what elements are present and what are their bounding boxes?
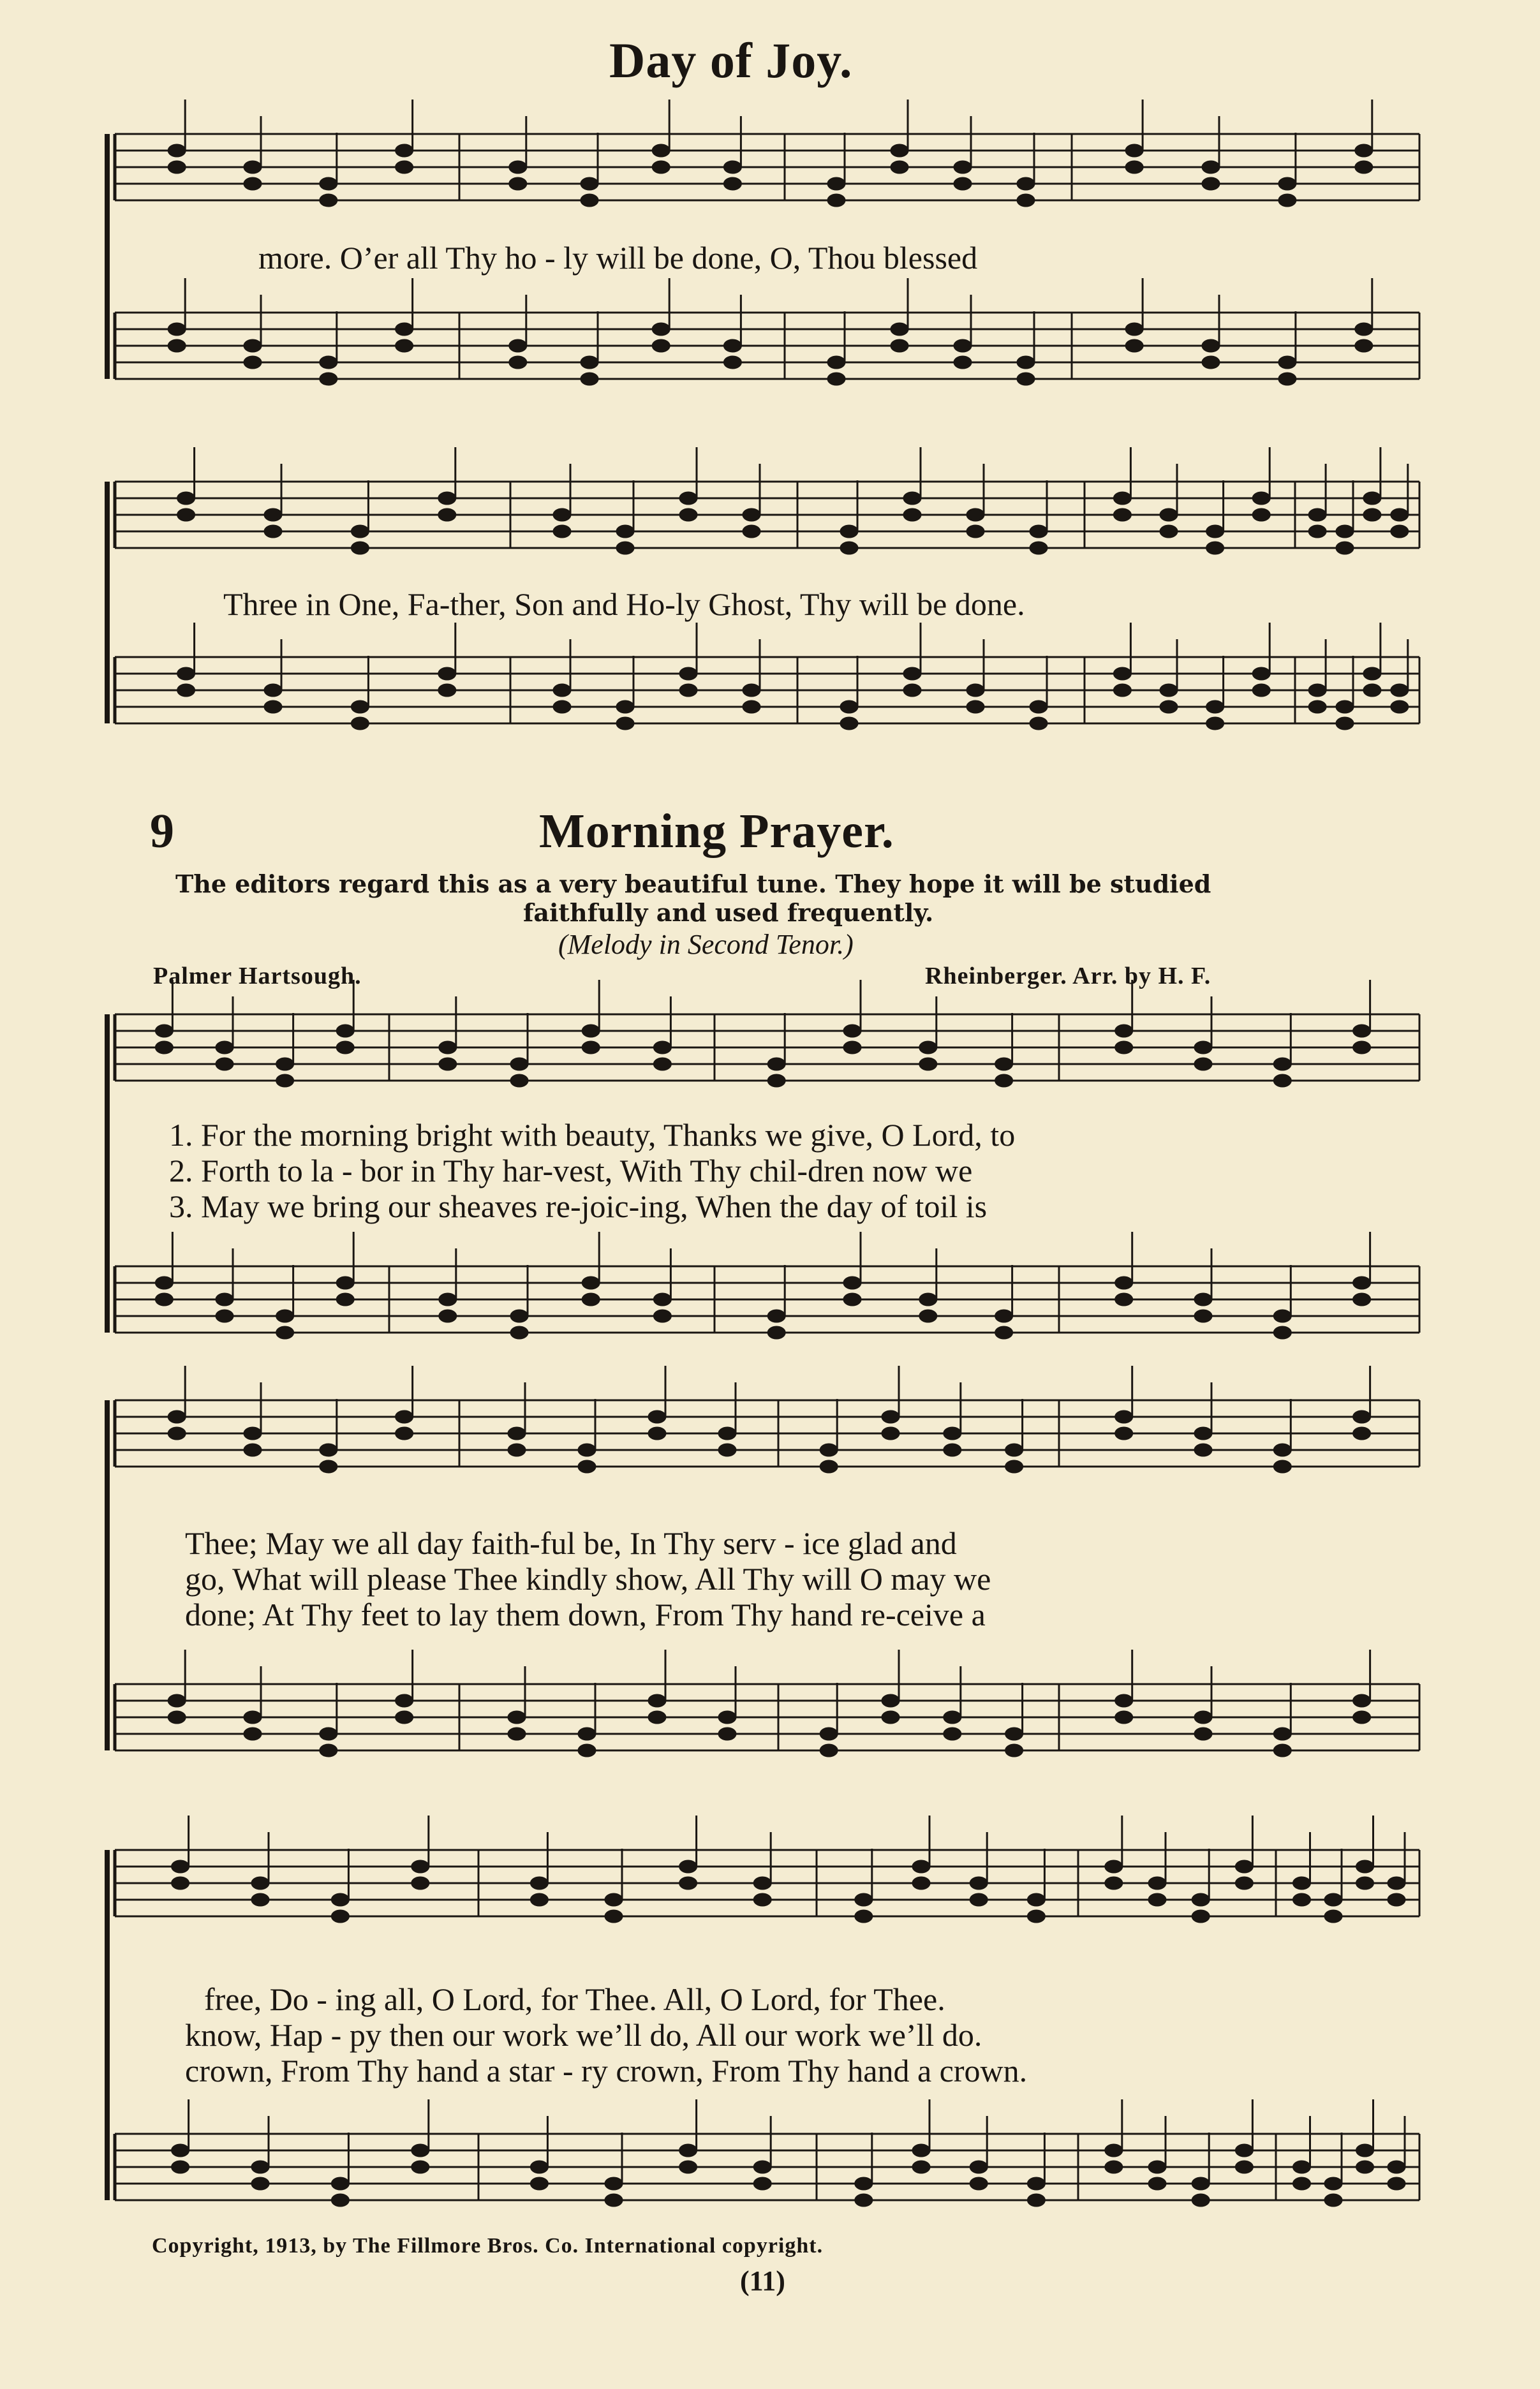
lyric-verse-2: know, Hap - py then our work we’ll do, All our work we’ll do. [185, 2017, 982, 2053]
lyric-verse-2: 2. Forth to la - bor in Thy har-vest, With Thy chil-dren now we [169, 1153, 973, 1188]
lyric-line: more. O’er all Thy ho - ly will be done, O, Thou blessed [258, 240, 978, 276]
author-credit: Palmer Hartsough. [153, 963, 362, 989]
lyric-verse-1: Thee; May we all day faith-ful be, In Thy serv - ice glad and [185, 1525, 957, 1561]
lyric-verse-1: 1. For the morning bright with beauty, Thanks we give, O Lord, to [169, 1117, 1016, 1153]
composer-credit: Rheinberger. Arr. by H. F. [925, 963, 1211, 989]
editor-note: The editors regard this as a very beautiful tune. They hope it will be studied [175, 869, 1211, 898]
lyric-verse-2: go, What will please Thee kindly show, All Thy will O may we [185, 1561, 991, 1597]
page-number: (11) [740, 2265, 785, 2297]
editor-note: faithfully and used frequently. [523, 898, 934, 927]
hymn-title: Morning Prayer. [539, 804, 894, 858]
melody-note: (Melody in Second Tenor.) [558, 929, 854, 960]
lyric-verse-3: 3. May we bring our sheaves re-joic-ing, When the day of toil is [169, 1188, 988, 1224]
lyric-verse-1: free, Do - ing all, O Lord, for Thee. All, O Lord, for Thee. [204, 1981, 945, 2017]
hymn-number: 9 [150, 804, 175, 858]
lyric-verse-3: crown, From Thy hand a star - ry crown, From Thy hand a crown. [185, 2053, 1028, 2089]
lyric-line: Three in One, Fa-ther, Son and Ho-ly Ghost, Thy will be done. [223, 586, 1025, 622]
hymn-title: Day of Joy. [609, 33, 853, 88]
copyright-notice: Copyright, 1913, by The Fillmore Bros. Co. International copyright. [152, 2234, 824, 2258]
lyric-verse-3: done; At Thy feet to lay them down, From Thy hand re-ceive a [185, 1597, 986, 1632]
